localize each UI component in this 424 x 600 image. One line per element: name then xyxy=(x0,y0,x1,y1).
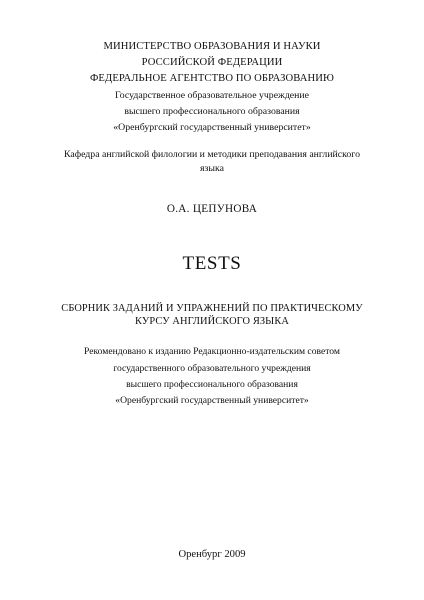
department-line-2: языка xyxy=(200,163,224,174)
ministry-line: МИНИСТЕРСТВО ОБРАЗОВАНИЯ И НАУКИ xyxy=(103,41,321,52)
federation-line: РОССИЙСКОЙ ФЕДЕРАЦИИ xyxy=(141,57,283,68)
agency-line: ФЕДЕРАЛЬНОЕ АГЕНТСТВО ПО ОБРАЗОВАНИЮ xyxy=(89,73,335,84)
department-line-1: Кафедра английской филологии и методики преподавания английского xyxy=(63,149,360,160)
institution-level-line: высшего профессионального образования xyxy=(124,106,300,117)
university-name-line: «Оренбургский государственный университет» xyxy=(113,122,311,133)
recommendation-line-2: государственного образовательного учреждения xyxy=(113,363,311,374)
subtitle-line-1: СБОРНИК ЗАДАНИЙ И УПРАЖНЕНИЙ ПО ПРАКТИЧЕСКОМУ xyxy=(61,303,363,314)
author-name: О.А. ЦЕПУНОВА xyxy=(166,203,258,215)
recommendation-line-1: Рекомендовано к изданию Редакционно-издательским советом xyxy=(84,346,340,357)
recommendation-line-3: высшего профессионального образования xyxy=(126,379,298,390)
place-year: Оренбург 2009 xyxy=(178,549,246,560)
document-title: TESTS xyxy=(182,253,242,274)
institution-type-line: Государственное образовательное учреждение xyxy=(114,90,309,101)
subtitle-line-2: КУРСУ АНГЛИЙСКОГО ЯЗЫКА xyxy=(135,316,289,327)
recommendation-line-4: «Оренбургский государственный университет» xyxy=(115,395,309,406)
